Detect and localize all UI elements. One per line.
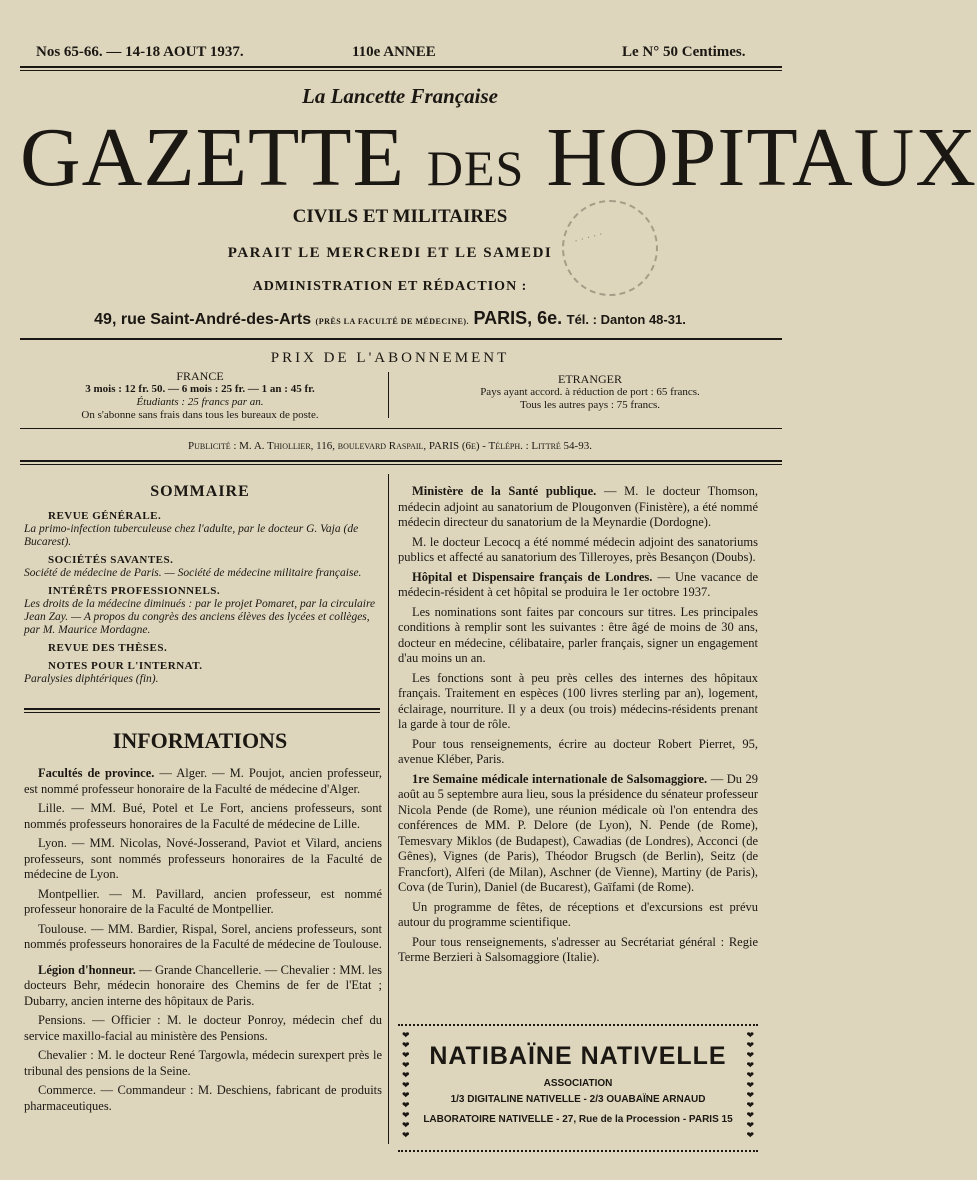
advert-composition: 1/3 DIGITALINE NATIVELLE - 2/3 OUABAÏNE ARNAUD [450,1094,706,1105]
info-paragraph [398,570,758,601]
address-street: 49, rue Saint-André-des-Arts [94,311,312,328]
paragraph-text: Un programme de fêtes, de réceptions et d'excursions est prévu autour du programme scientifique. [398,899,758,929]
section-heading: INTÉRÊTS PROFESSIONNELS. [48,585,221,597]
info-paragraph [24,1083,382,1114]
paragraph-lead: Hôpital et Dispensaire français de Londres. [412,569,653,584]
paragraph-text: Toulouse. — MM. Bardier, Rispal, Sorel, anciens professeurs, sont nommés professeurs honoraires de la Faculté de médecine de Toulouse. [24,921,382,951]
france-block [40,370,360,422]
publication-days: PARAIT LE MERCREDI ET LE SAMEDI [227,245,553,261]
stamp-mark: · · · · · [572,228,605,248]
masthead-subtitle: La Lancette Française [302,84,498,108]
paragraph-lead: Facultés de province. [38,766,155,780]
sommaire-section [24,554,380,580]
paragraph-lead: Ministère de la Santé publique. [412,484,597,498]
info-paragraph [398,772,758,896]
info-paragraph [398,484,758,531]
masthead-rule [20,338,782,340]
advert-association: ASSOCIATION [543,1078,613,1089]
paragraph-text: Pour tous renseignements, s'adresser au Secrétariat général : Regie Terme Berzieri à Salsomaggiore (Italie). [398,934,758,964]
address-note: (PRÈS LA FACULTÉ DE MÉDECINE). [315,317,470,326]
paragraph-text: Les fonctions sont à peu près celles des internes des hôpitaux français. Traitement en espèces (100 livres sterling par an), logement, éclairage, nourriture. Il y a deux (ou trois) médecins-résidents prenant la garde à tour de rôle. [398,670,758,731]
advert-laboratory: LABORATOIRE NATIVELLE - 27, Rue de la Procession - PARIS 15 [423,1114,733,1125]
masthead-title [20,110,977,206]
info-paragraph [398,900,758,931]
paragraph-text: — M. le docteur Thomson, médecin adjoint au sanatorium de Plougonven (Finistère), a été nommé médecin directeur du sanatorium de la Meynardie (Dordogne). [398,484,758,529]
left-column [24,766,382,1118]
info-paragraph [24,963,382,1010]
info-paragraph [398,671,758,733]
abonnement-divider [388,372,389,418]
sommaire-section [24,660,380,686]
info-paragraph [24,1048,382,1079]
library-stamp [562,200,658,296]
top-rule [20,66,782,68]
reduced-rate: Pays ayant accord. à réduction de port : 65 francs. [480,386,700,398]
paragraph-text: Lyon. — MM. Nicolas, Nové-Josserand, Paviot et Vilard, anciens professeurs, sont nommés professeurs honoraires de la Faculté de médecine de Lyon. [24,836,382,881]
other-rate: Tous les autres pays : 75 francs. [519,399,661,411]
info-paragraph [24,887,382,918]
sommaire-rule [24,708,380,710]
pub-rule-thin [20,464,782,465]
civils-militaires: CIVILS ET MILITAIRES [292,206,508,227]
section-text: Les droits de la médecine diminués : par le projet Pomaret, par la circulaire Jean Zay. — A propos du congrès des anciens élèves des lycées et collèges, par M. Maurice Mordagne. [24,598,376,636]
etranger-title: ETRANGER [558,372,622,386]
section-heading: NOTES POUR L'INTERNAT. [48,660,203,672]
section-heading: REVUE GÉNÉRALE. [48,510,162,522]
sommaire-list [24,510,380,686]
section-text: Société de médecine de Paris. — Société de médecine militaire française. [24,567,362,579]
sommaire-section [24,510,380,549]
year-label: 110e ANNEE [352,44,436,60]
paragraph-text: Pour tous renseignements, écrire au docteur Robert Pierret, 95, avenue Kléber, Paris. [398,736,758,766]
address-line [0,308,780,329]
france-title: FRANCE [176,369,224,383]
paragraph-text: Chevalier : M. le docteur René Targowla, médecin surexpert près le tribunal des pensions de la Seine. [24,1048,382,1078]
section-heading: SOCIÉTÉS SAVANTES. [48,554,174,566]
info-paragraph [24,1013,382,1044]
top-rule-thin [20,70,782,71]
info-paragraph [398,535,758,566]
paragraph-lead: 1re Semaine médicale internationale de Salsomaggiore. [412,771,708,786]
right-column [398,484,758,970]
france-rates: 3 mois : 12 fr. 50. — 6 mois : 25 fr. — 1 an : 45 fr. [85,383,315,395]
border-ornament-left: ❤ ❤ ❤ ❤ ❤ ❤ ❤ ❤ ❤ ❤ ❤ [402,1030,410,1140]
administration-label: ADMINISTRATION ET RÉDACTION : [252,279,528,294]
title-des: DES [426,140,525,196]
section-text: Paralysies diphtériques (fin). [24,673,159,685]
issue-number: Nos 65-66. — 14-18 AOUT 1937. [36,44,244,60]
etranger-block [420,373,760,412]
natibaine-advert [398,1024,758,1152]
abonnement-rule [20,428,782,429]
info-paragraph [24,801,382,832]
publicite-line: Publicité : M. A. Thiollier, 116, boulevard Raspail, PARIS (6e) - Téléph. : Littré 54-93. [188,440,592,452]
post-office-note: On s'abonne sans frais dans tous les bureaux de poste. [81,409,319,421]
section-heading: REVUE DES THÈSES. [48,642,168,654]
paragraph-text: M. le docteur Lecocq a été nommé médecin adjoint des sanatoriums publics et affecté au sanatorium des Tilleroyes, près Besançon (Doubs). [398,534,758,564]
border-ornament-right: ❤ ❤ ❤ ❤ ❤ ❤ ❤ ❤ ❤ ❤ ❤ [746,1030,754,1140]
info-paragraph [398,737,758,768]
paragraph-lead: Légion d'honneur. [38,962,136,977]
paragraph-text: — Du 29 août au 5 septembre aura lieu, sous la présidence du sénateur professeur Nicola Pende (de Rome), une réunion médicale où l'on entendra des conférences de MM. P. Delore (de Lyon), N. Pende (de Rome), Temesvary Miklos (de Budapest), Cawadias (de Londres), Acconci (de Gênes), Vignes (de Paris), Théodor Brugsch (de Berlin), Seitz (de Francfort), Alferi (de Milan), Aschner (de Vienne), Martiny (de Paris), Cova (de Turin), Daniel (de Bucarest), Gaïfami (de Rome). [398,771,758,894]
sommaire-section [24,585,380,637]
paragraph-text: — Une vacance de médecin-résident à cet hôpital se produira le 1er octobre 1937. [398,569,758,599]
column-divider [388,474,389,1144]
address-city: PARIS, 6e. [473,308,563,328]
student-rate: Étudiants : 25 francs par an. [136,396,264,408]
paragraph-text: Montpellier. — M. Pavillard, ancien professeur, est nommé professeur honoraire de la Faculté de Montpellier. [24,886,382,916]
price-label: Le N° 50 Centimes. [622,44,746,60]
title-gazette: GAZETTE [20,111,405,204]
address-tel: Tél. : Danton 48-31. [566,312,686,327]
paragraph-text: Lille. — MM. Bué, Potel et Le Fort, anciens professeurs, sont nommés professeurs honoraires de la Faculté de médecine de Lille. [24,801,382,831]
info-paragraph [24,922,382,953]
abonnement-title: PRIX DE L'ABONNEMENT [270,350,510,366]
title-hopitaux: HOPITAUX [546,111,977,204]
sommaire-rule-thin [24,712,380,713]
info-paragraph [24,766,382,797]
info-paragraph [24,836,382,883]
paragraph-text: Commerce. — Commandeur : M. Deschiens, fabricant de produits pharmaceutiques. [24,1083,382,1113]
info-paragraph [398,935,758,966]
sommaire-section [24,642,380,655]
info-paragraph [398,605,758,667]
advert-brand: NATIBAÏNE NATIVELLE [429,1042,727,1070]
paragraph-text: Les nominations sont faites par concours sur titres. Les principales conditions à remplir sont les suivantes : être âgé de moins de 30 ans, docteur en médecine, célibataire, parler français, signer un engagement d'au moins un an. [398,604,758,665]
informations-title: INFORMATIONS [112,728,288,753]
paragraph-text: — Grande Chancellerie. — Chevalier : MM. les docteurs Behr, médecin honoraire des Chemins de fer de l'Etat ; Dubarry, ancien interne des hôpitaux de Paris. [24,962,382,1008]
pub-rule [20,460,782,462]
sommaire-title: SOMMAIRE [150,483,250,500]
section-text: La primo-infection tuberculeuse chez l'adulte, par le docteur G. Vaja (de Bucarest). [24,523,359,548]
paragraph-text: — Alger. — M. Poujot, ancien professeur, est nommé professeur honoraire de la Faculté de médecine d'Alger. [24,766,382,796]
paragraph-text: Pensions. — Officier : M. le docteur Ponroy, médecin chef du service maxillo-facial au ministère des Pensions. [24,1013,382,1043]
